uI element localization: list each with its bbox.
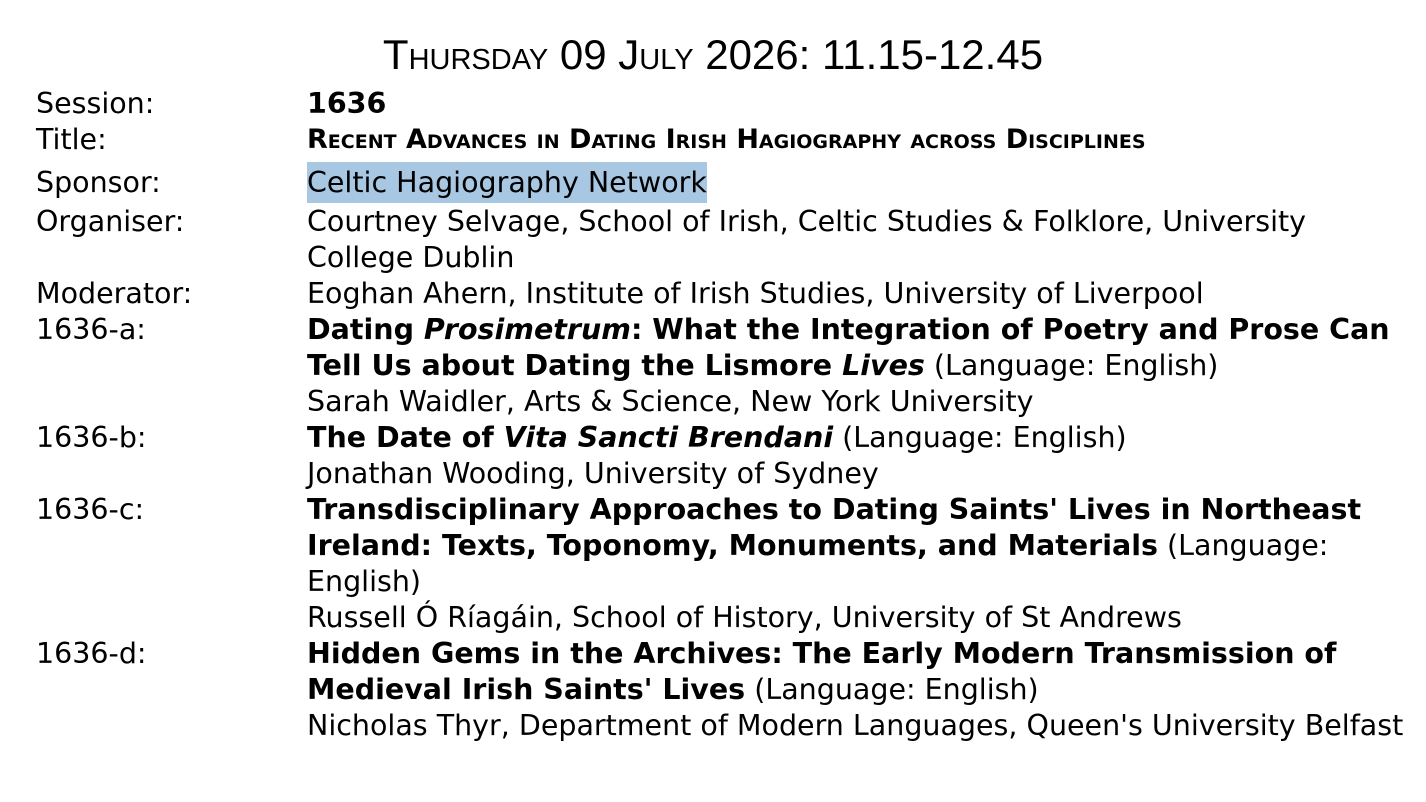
title-row [36, 122, 1406, 158]
paper-language: (Language: English) [833, 421, 1127, 454]
paper-title-text: Hidden Gems in the Archives: The Early Modern Transmission of Medieval Irish Saints' Lives [307, 637, 1337, 706]
paper-title [307, 313, 1390, 382]
paper-code: 1636-b: [36, 421, 147, 454]
paper-language: (Language: English) [924, 349, 1219, 382]
paper-title-text: The Date of [307, 421, 504, 454]
page-heading: Thursday 09 July 2026: 11.15-12.45 [382, 31, 1044, 78]
paper-entry [307, 636, 1406, 744]
sponsor-selected-text[interactable]: Celtic Hagiography Network [307, 162, 707, 203]
sponsor-row [36, 162, 1406, 204]
session-title: Recent Advances in Dating Irish Hagiography across Disciplines [307, 124, 1146, 155]
paper-code: 1636-c: [36, 493, 145, 526]
organiser-label: Organiser: [36, 205, 185, 238]
paper-title-italic: Lives [842, 349, 925, 382]
paper-title-italic: Prosimetrum [423, 313, 631, 346]
paper-row [36, 420, 1406, 492]
moderator-value: Eoghan Ahern, Institute of Irish Studies, University of Liverpool [307, 277, 1204, 310]
paper-row [36, 636, 1406, 744]
paper-language: (Language: English) [307, 529, 1329, 598]
paper-speaker: Nicholas Thyr, Department of Modern Languages, Queen's University Belfast [307, 709, 1404, 742]
paper-speaker: Russell Ó Ríagáin, School of History, University of St Andrews [307, 601, 1182, 634]
session-label: Session: [36, 87, 155, 120]
paper-title-text: Dating [307, 313, 424, 346]
moderator-label: Moderator: [36, 277, 193, 310]
paper-title [307, 421, 833, 454]
paper-title-text: Transdisciplinary Approaches to Dating Saints' Lives in Northeast Ireland: Texts, Toponomy, Monuments, and Materials [307, 493, 1362, 562]
paper-code: 1636-d: [36, 637, 147, 670]
sponsor-value[interactable] [307, 162, 1406, 204]
paper-title-italic: Vita Sancti Brendani [503, 421, 834, 454]
moderator-row [36, 276, 1406, 312]
paper-speaker: Jonathan Wooding, University of Sydney [307, 457, 879, 490]
session-details [36, 86, 1406, 744]
paper-entry [307, 312, 1406, 420]
paper-code: 1636-a: [36, 313, 146, 346]
paper-row [36, 312, 1406, 420]
paper-entry [307, 420, 1406, 492]
organiser-row [36, 204, 1406, 276]
paper-speaker: Sarah Waidler, Arts & Science, New York University [307, 385, 1034, 418]
organiser-value: Courtney Selvage, School of Irish, Celtic Studies & Folklore, University College Dublin [307, 205, 1307, 274]
paper-row [36, 492, 1406, 636]
paper-language: (Language: English) [745, 673, 1039, 706]
paper-title-text: : What the Integration of Poetry and Prose Can Tell Us about Dating the Lismore [307, 313, 1390, 382]
sponsor-label: Sponsor: [36, 166, 161, 199]
paper-entry [307, 492, 1406, 636]
session-row [36, 86, 1406, 122]
session-number: 1636 [307, 87, 387, 120]
title-label: Title: [36, 123, 107, 156]
